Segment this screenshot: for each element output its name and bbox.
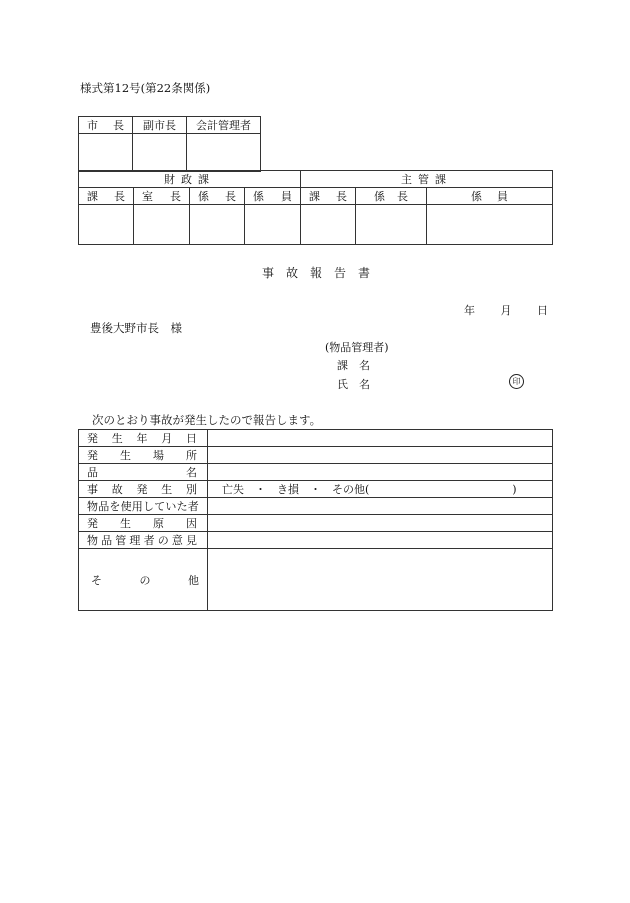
row-label-accident-type: 事 故 発 生 別	[79, 481, 208, 498]
row-label-place: 発 生 場 所	[79, 447, 208, 464]
group-finance-division: 財政課	[79, 171, 301, 188]
sub-header: 係 長	[190, 188, 245, 205]
approval-table-departments	[78, 170, 553, 245]
department-label: 課 名	[337, 359, 370, 372]
row-value-other[interactable]	[208, 549, 553, 611]
table-row	[79, 430, 553, 447]
report-table	[78, 429, 553, 611]
table-row	[79, 464, 553, 481]
document-title: 事故報告書	[262, 266, 383, 280]
sub-header: 係 員	[245, 188, 301, 205]
header-accounting-manager: 会計管理者	[187, 117, 261, 134]
row-label-item-name: 品 名	[79, 464, 208, 481]
stamp-cell[interactable]	[427, 205, 553, 245]
row-label-manager-opinion: 物 品 管 理 者 の 意 見	[79, 532, 208, 549]
row-value-date[interactable]	[208, 430, 553, 447]
sender-role: (物品管理者)	[325, 341, 389, 354]
stamp-cell[interactable]	[190, 205, 245, 245]
sub-header: 室 長	[134, 188, 190, 205]
row-label-other: そ の 他	[79, 549, 208, 611]
table-row	[79, 515, 553, 532]
date-line	[464, 302, 548, 318]
stamp-cell[interactable]	[245, 205, 301, 245]
row-value-item-name[interactable]	[208, 464, 553, 481]
date-month: 月	[500, 304, 512, 317]
row-value-accident-type[interactable]: 亡失 ・ き損 ・ その他( )	[208, 481, 553, 498]
row-value-manager-opinion[interactable]	[208, 532, 553, 549]
sub-header: 係 員	[427, 188, 553, 205]
header-deputy-mayor: 副市長	[133, 117, 187, 134]
name-label: 氏 名	[337, 378, 370, 391]
sub-header: 課 長	[79, 188, 134, 205]
table-row	[79, 532, 553, 549]
table-row	[79, 481, 553, 498]
row-value-cause[interactable]	[208, 515, 553, 532]
stamp-cell[interactable]	[187, 134, 261, 172]
form-number: 様式第12号(第22条関係)	[80, 81, 211, 95]
group-responsible-division: 主管課	[301, 171, 553, 188]
stamp-cell[interactable]	[356, 205, 427, 245]
table-row	[79, 447, 553, 464]
table-row	[79, 549, 553, 611]
seal-icon: 印	[509, 374, 524, 389]
row-value-place[interactable]	[208, 447, 553, 464]
row-label-user: 物品を使用していた者	[79, 498, 208, 515]
stamp-cell[interactable]	[301, 205, 356, 245]
stamp-cell[interactable]	[134, 205, 190, 245]
stamp-cell[interactable]	[79, 134, 133, 172]
sub-header: 係 長	[356, 188, 427, 205]
date-year: 年	[464, 304, 475, 317]
stamp-cell[interactable]	[133, 134, 187, 172]
addressee: 豊後大野市長 様	[90, 321, 182, 335]
date-day: 日	[537, 304, 548, 317]
table-row	[79, 498, 553, 515]
sub-header: 課 長	[301, 188, 356, 205]
row-label-date: 発 生 年 月 日	[79, 430, 208, 447]
stamp-cell[interactable]	[79, 205, 134, 245]
approval-table-top	[78, 116, 261, 172]
row-value-user[interactable]	[208, 498, 553, 515]
intro-text: 次のとおり事故が発生したので報告します。	[92, 413, 322, 427]
row-label-cause: 発 生 原 因	[79, 515, 208, 532]
header-mayor: 市 長	[79, 117, 133, 134]
